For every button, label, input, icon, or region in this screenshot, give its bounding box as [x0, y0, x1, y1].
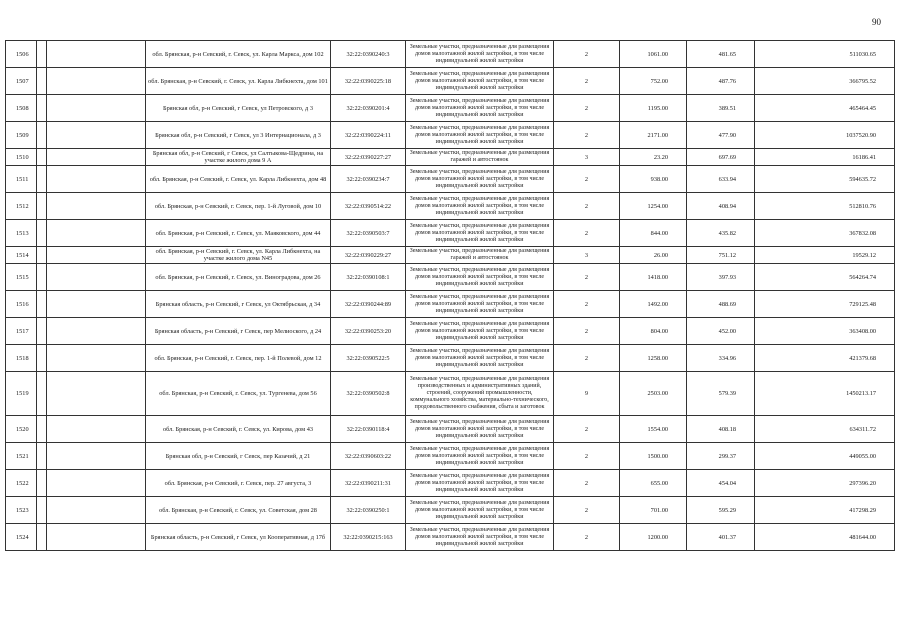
spacer-cell — [47, 247, 146, 264]
table-row — [6, 41, 895, 68]
spacer-cell — [37, 122, 47, 149]
cadastral-value-cell: 1037520.90 — [755, 122, 895, 149]
table-row — [6, 345, 895, 372]
land-use-cell: Земельные участки, предназначенные для размещения домов малоэтажной жилой застройки, в том числе индивидуальной жилой застройки — [406, 443, 554, 470]
spacer-cell — [37, 95, 47, 122]
cadastral-value-cell: 1450213.17 — [755, 372, 895, 416]
spacer-cell — [47, 416, 146, 443]
specific-value-cell: 477.90 — [687, 122, 755, 149]
area-cell: 26.00 — [620, 247, 687, 264]
spacer-cell — [47, 497, 146, 524]
land-use-cell: Земельные участки, предназначенные для размещения домов малоэтажной жилой застройки, в том числе индивидуальной жилой застройки — [406, 41, 554, 68]
spacer-cell — [47, 345, 146, 372]
cadastral-value-cell: 465464.45 — [755, 95, 895, 122]
land-use-cell: Земельные участки, предназначенные для размещения домов малоэтажной жилой застройки, в том числе индивидуальной жилой застройки — [406, 345, 554, 372]
row-number-cell: 1507 — [6, 68, 37, 95]
specific-value-cell: 334.96 — [687, 345, 755, 372]
specific-value-cell: 595.29 — [687, 497, 755, 524]
spacer-cell — [47, 122, 146, 149]
use-group-cell: 2 — [554, 264, 620, 291]
cadastral-value-cell: 564264.74 — [755, 264, 895, 291]
land-use-cell: Земельные участки, предназначенные для размещения домов малоэтажной жилой застройки, в том числе индивидуальной жилой застройки — [406, 68, 554, 95]
cadastral-number-cell: 32:22:0390253:20 — [331, 318, 406, 345]
spacer-cell — [37, 264, 47, 291]
spacer-cell — [37, 345, 47, 372]
spacer-cell — [37, 416, 47, 443]
spacer-cell — [47, 318, 146, 345]
spacer-cell — [37, 149, 47, 166]
cadastral-value-cell: 481644.00 — [755, 524, 895, 551]
spacer-cell — [47, 264, 146, 291]
cadastral-registry-table — [5, 40, 895, 551]
spacer-cell — [37, 291, 47, 318]
area-cell: 1195.00 — [620, 95, 687, 122]
land-use-cell: Земельные участки, предназначенные для размещения домов малоэтажной жилой застройки, в том числе индивидуальной жилой застройки — [406, 416, 554, 443]
table-row — [6, 149, 895, 166]
table-row — [6, 443, 895, 470]
cadastral-value-cell: 634311.72 — [755, 416, 895, 443]
spacer-cell — [47, 166, 146, 193]
specific-value-cell: 435.82 — [687, 220, 755, 247]
specific-value-cell: 481.65 — [687, 41, 755, 68]
cadastral-value-cell: 16186.41 — [755, 149, 895, 166]
cadastral-value-cell: 367832.08 — [755, 220, 895, 247]
specific-value-cell: 452.00 — [687, 318, 755, 345]
address-cell: Брянская область, р-н Севский, г Севск, пер Мелиоского, д 24 — [146, 318, 331, 345]
cadastral-number-cell: 32:22:0390225:18 — [331, 68, 406, 95]
use-group-cell: 2 — [554, 41, 620, 68]
address-cell: Брянская обл, р-н Севский, г Севск, ул 3 Интернационала, д 3 — [146, 122, 331, 149]
use-group-cell: 2 — [554, 193, 620, 220]
table-row — [6, 95, 895, 122]
table-row — [6, 497, 895, 524]
cadastral-number-cell: 32:22:0390224:11 — [331, 122, 406, 149]
use-group-cell: 2 — [554, 95, 620, 122]
cadastral-number-cell: 32:22:0390503:7 — [331, 220, 406, 247]
area-cell: 2171.00 — [620, 122, 687, 149]
spacer-cell — [47, 470, 146, 497]
table-row — [6, 247, 895, 264]
specific-value-cell: 299.37 — [687, 443, 755, 470]
area-cell: 655.00 — [620, 470, 687, 497]
specific-value-cell: 697.69 — [687, 149, 755, 166]
land-use-cell: Земельные участки, предназначенные для размещения домов малоэтажной жилой застройки, в том числе индивидуальной жилой застройки — [406, 318, 554, 345]
specific-value-cell: 454.04 — [687, 470, 755, 497]
use-group-cell: 2 — [554, 220, 620, 247]
specific-value-cell: 401.37 — [687, 524, 755, 551]
spacer-cell — [47, 41, 146, 68]
row-number-cell: 1517 — [6, 318, 37, 345]
spacer-cell — [47, 68, 146, 95]
cadastral-value-cell: 297396.20 — [755, 470, 895, 497]
land-use-cell: Земельные участки, предназначенные для размещения домов малоэтажной жилой застройки, в том числе индивидуальной жилой застройки — [406, 497, 554, 524]
land-use-cell: Земельные участки, предназначенные для размещения домов малоэтажной жилой застройки, в том числе индивидуальной жилой застройки — [406, 291, 554, 318]
row-number-cell: 1522 — [6, 470, 37, 497]
table-row — [6, 291, 895, 318]
cadastral-value-cell: 19529.12 — [755, 247, 895, 264]
cadastral-value-cell: 512810.76 — [755, 193, 895, 220]
cadastral-value-cell: 729125.48 — [755, 291, 895, 318]
land-use-cell: Земельные участки, предназначенные для размещения домов малоэтажной жилой застройки, в том числе индивидуальной жилой застройки — [406, 470, 554, 497]
table-row — [6, 372, 895, 416]
table-body — [6, 41, 895, 551]
use-group-cell: 2 — [554, 416, 620, 443]
row-number-cell: 1510 — [6, 149, 37, 166]
cadastral-value-cell: 417298.29 — [755, 497, 895, 524]
table-row — [6, 470, 895, 497]
table-row — [6, 122, 895, 149]
address-cell: Брянская область, р-н Севский, г Севск, ул Октябрьская, д 34 — [146, 291, 331, 318]
use-group-cell: 2 — [554, 497, 620, 524]
address-cell: обл. Брянская, р-н Севский, г. Севск, ул. Карла Маркса, дом 102 — [146, 41, 331, 68]
specific-value-cell: 487.76 — [687, 68, 755, 95]
cadastral-value-cell: 363408.00 — [755, 318, 895, 345]
area-cell: 938.00 — [620, 166, 687, 193]
table-row — [6, 68, 895, 95]
area-cell: 2503.00 — [620, 372, 687, 416]
table-row — [6, 220, 895, 247]
cadastral-value-cell: 421379.68 — [755, 345, 895, 372]
specific-value-cell: 408.18 — [687, 416, 755, 443]
specific-value-cell: 633.94 — [687, 166, 755, 193]
address-cell: Брянская обл, р-н Севский, г Севск, ул Салтыкова-Щедрина, на участке жилого дома 9 А — [146, 149, 331, 166]
spacer-cell — [37, 497, 47, 524]
address-cell: обл. Брянская, р-н Севский, г. Севск, пер. 1-й Луговой, дом 10 — [146, 193, 331, 220]
row-number-cell: 1508 — [6, 95, 37, 122]
row-number-cell: 1514 — [6, 247, 37, 264]
address-cell: обл. Брянская, р-н Севский, г. Севск, ул. Виноградова, дом 26 — [146, 264, 331, 291]
spacer-cell — [37, 166, 47, 193]
page-number: 90 — [872, 17, 881, 27]
spacer-cell — [37, 318, 47, 345]
land-use-cell: Земельные участки, предназначенные для размещения домов малоэтажной жилой застройки, в том числе индивидуальной жилой застройки — [406, 95, 554, 122]
address-cell: Брянская область, р-н Севский, г Севск, ул Кооперативная, д 17б — [146, 524, 331, 551]
row-number-cell: 1512 — [6, 193, 37, 220]
spacer-cell — [37, 220, 47, 247]
land-use-cell: Земельные участки, предназначенные для размещения домов малоэтажной жилой застройки, в том числе индивидуальной жилой застройки — [406, 122, 554, 149]
cadastral-number-cell: 32:22:0390229:27 — [331, 247, 406, 264]
cadastral-number-cell: 32:22:0390240:3 — [331, 41, 406, 68]
area-cell: 23.20 — [620, 149, 687, 166]
row-number-cell: 1521 — [6, 443, 37, 470]
spacer-cell — [47, 193, 146, 220]
use-group-cell: 3 — [554, 247, 620, 264]
address-cell: Брянская обл, р-н Севский, г Севск, ул Петровского, д 3 — [146, 95, 331, 122]
row-number-cell: 1518 — [6, 345, 37, 372]
cadastral-value-cell: 366795.52 — [755, 68, 895, 95]
land-use-cell: Земельные участки, предназначенные для размещения домов малоэтажной жилой застройки, в том числе индивидуальной жилой застройки — [406, 220, 554, 247]
cadastral-number-cell: 32:22:0390244:89 — [331, 291, 406, 318]
cadastral-value-cell: 511030.65 — [755, 41, 895, 68]
area-cell: 1200.00 — [620, 524, 687, 551]
land-use-cell: Земельные участки, предназначенные для размещения гаражей и автостоянок — [406, 149, 554, 166]
specific-value-cell: 751.12 — [687, 247, 755, 264]
specific-value-cell: 488.69 — [687, 291, 755, 318]
use-group-cell: 2 — [554, 68, 620, 95]
address-cell: обл. Брянская, р-н Севский, г. Севск, ул. Карла Либкнехта, дом 48 — [146, 166, 331, 193]
area-cell: 752.00 — [620, 68, 687, 95]
cadastral-number-cell: 32:22:0390522:5 — [331, 345, 406, 372]
table-row — [6, 166, 895, 193]
land-use-cell: Земельные участки, предназначенные для размещения домов малоэтажной жилой застройки, в том числе индивидуальной жилой застройки — [406, 524, 554, 551]
table-row — [6, 524, 895, 551]
row-number-cell: 1513 — [6, 220, 37, 247]
use-group-cell: 2 — [554, 443, 620, 470]
cadastral-number-cell: 32:22:0390108:1 — [331, 264, 406, 291]
table-row — [6, 416, 895, 443]
area-cell: 1418.00 — [620, 264, 687, 291]
land-use-cell: Земельные участки, предназначенные для размещения домов малоэтажной жилой застройки, в том числе индивидуальной жилой застройки — [406, 166, 554, 193]
row-number-cell: 1520 — [6, 416, 37, 443]
cadastral-number-cell: 32:22:0390215:163 — [331, 524, 406, 551]
spacer-cell — [47, 95, 146, 122]
spacer-cell — [47, 220, 146, 247]
specific-value-cell: 397.93 — [687, 264, 755, 291]
area-cell: 701.00 — [620, 497, 687, 524]
land-use-cell: Земельные участки, предназначенные для размещения домов малоэтажной жилой застройки, в том числе индивидуальной жилой застройки — [406, 264, 554, 291]
spacer-cell — [37, 443, 47, 470]
row-number-cell: 1519 — [6, 372, 37, 416]
spacer-cell — [37, 193, 47, 220]
use-group-cell: 2 — [554, 166, 620, 193]
land-use-cell: Земельные участки, предназначенные для размещения гаражей и автостоянок — [406, 247, 554, 264]
use-group-cell: 2 — [554, 470, 620, 497]
table-row — [6, 193, 895, 220]
address-cell: Брянская обл, р-н Севский, г Севск, пер Казачий, д 21 — [146, 443, 331, 470]
address-cell: обл. Брянская, р-н Севский, г. Севск, пер. 1-й Полевой, дом 12 — [146, 345, 331, 372]
row-number-cell: 1511 — [6, 166, 37, 193]
area-cell: 1554.00 — [620, 416, 687, 443]
row-number-cell: 1515 — [6, 264, 37, 291]
specific-value-cell: 579.39 — [687, 372, 755, 416]
cadastral-number-cell: 32:22:0390211:31 — [331, 470, 406, 497]
cadastral-number-cell: 32:22:0390234:7 — [331, 166, 406, 193]
row-number-cell: 1506 — [6, 41, 37, 68]
spacer-cell — [47, 524, 146, 551]
address-cell: обл. Брянская, р-н Севский, г. Севск, ул. Кирова, дом 43 — [146, 416, 331, 443]
address-cell: обл. Брянская, р-н Севский, г. Севск, ул. Карла Либкнехта, на участке жилого дома N45 — [146, 247, 331, 264]
spacer-cell — [37, 470, 47, 497]
area-cell: 1254.00 — [620, 193, 687, 220]
area-cell: 1492.00 — [620, 291, 687, 318]
cadastral-number-cell: 32:22:0390250:1 — [331, 497, 406, 524]
area-cell: 1061.00 — [620, 41, 687, 68]
row-number-cell: 1524 — [6, 524, 37, 551]
address-cell: обл. Брянская, р-н Севский, г. Севск, пер. 27 августа, 3 — [146, 470, 331, 497]
specific-value-cell: 408.94 — [687, 193, 755, 220]
area-cell: 844.00 — [620, 220, 687, 247]
use-group-cell: 2 — [554, 345, 620, 372]
spacer-cell — [37, 247, 47, 264]
use-group-cell: 9 — [554, 372, 620, 416]
land-use-cell: Земельные участки, предназначенные для размещения домов малоэтажной жилой застройки, в том числе индивидуальной жилой застройки — [406, 193, 554, 220]
use-group-cell: 2 — [554, 122, 620, 149]
land-use-cell: Земельные участки, предназначенные для размещения производственных и административных зданий, строений, сооружений промышленности, коммунального хозяйства, материально-технического, продовольственного снабжения, сбыта и заготовок — [406, 372, 554, 416]
spacer-cell — [37, 41, 47, 68]
spacer-cell — [37, 524, 47, 551]
spacer-cell — [47, 149, 146, 166]
use-group-cell: 2 — [554, 524, 620, 551]
use-group-cell: 3 — [554, 149, 620, 166]
cadastral-number-cell: 32:22:0390502:8 — [331, 372, 406, 416]
cadastral-number-cell: 32:22:0390227:27 — [331, 149, 406, 166]
table-row — [6, 318, 895, 345]
cadastral-value-cell: 594635.72 — [755, 166, 895, 193]
row-number-cell: 1516 — [6, 291, 37, 318]
address-cell: обл. Брянская, р-н Севский, г. Севск, ул. Советская, дом 28 — [146, 497, 331, 524]
address-cell: обл. Брянская, р-н Севский, г. Севск, ул. Маяковского, дом 44 — [146, 220, 331, 247]
address-cell: обл. Брянская, р-н Севский, г. Севск, ул. Карла Либкнехта, дом 101 — [146, 68, 331, 95]
cadastral-value-cell: 449055.00 — [755, 443, 895, 470]
spacer-cell — [47, 443, 146, 470]
spacer-cell — [47, 291, 146, 318]
area-cell: 1500.00 — [620, 443, 687, 470]
specific-value-cell: 389.51 — [687, 95, 755, 122]
area-cell: 804.00 — [620, 318, 687, 345]
address-cell: обл. Брянская, р-н Севский, г. Севск, ул. Тургенева, дом 56 — [146, 372, 331, 416]
table-row — [6, 264, 895, 291]
use-group-cell: 2 — [554, 291, 620, 318]
cadastral-number-cell: 32:22:0390201:4 — [331, 95, 406, 122]
spacer-cell — [37, 68, 47, 95]
spacer-cell — [47, 372, 146, 416]
use-group-cell: 2 — [554, 318, 620, 345]
cadastral-number-cell: 32:22:0390514:22 — [331, 193, 406, 220]
spacer-cell — [37, 372, 47, 416]
cadastral-number-cell: 32:22:0390603:22 — [331, 443, 406, 470]
row-number-cell: 1523 — [6, 497, 37, 524]
area-cell: 1258.00 — [620, 345, 687, 372]
row-number-cell: 1509 — [6, 122, 37, 149]
cadastral-number-cell: 32:22:0390118:4 — [331, 416, 406, 443]
